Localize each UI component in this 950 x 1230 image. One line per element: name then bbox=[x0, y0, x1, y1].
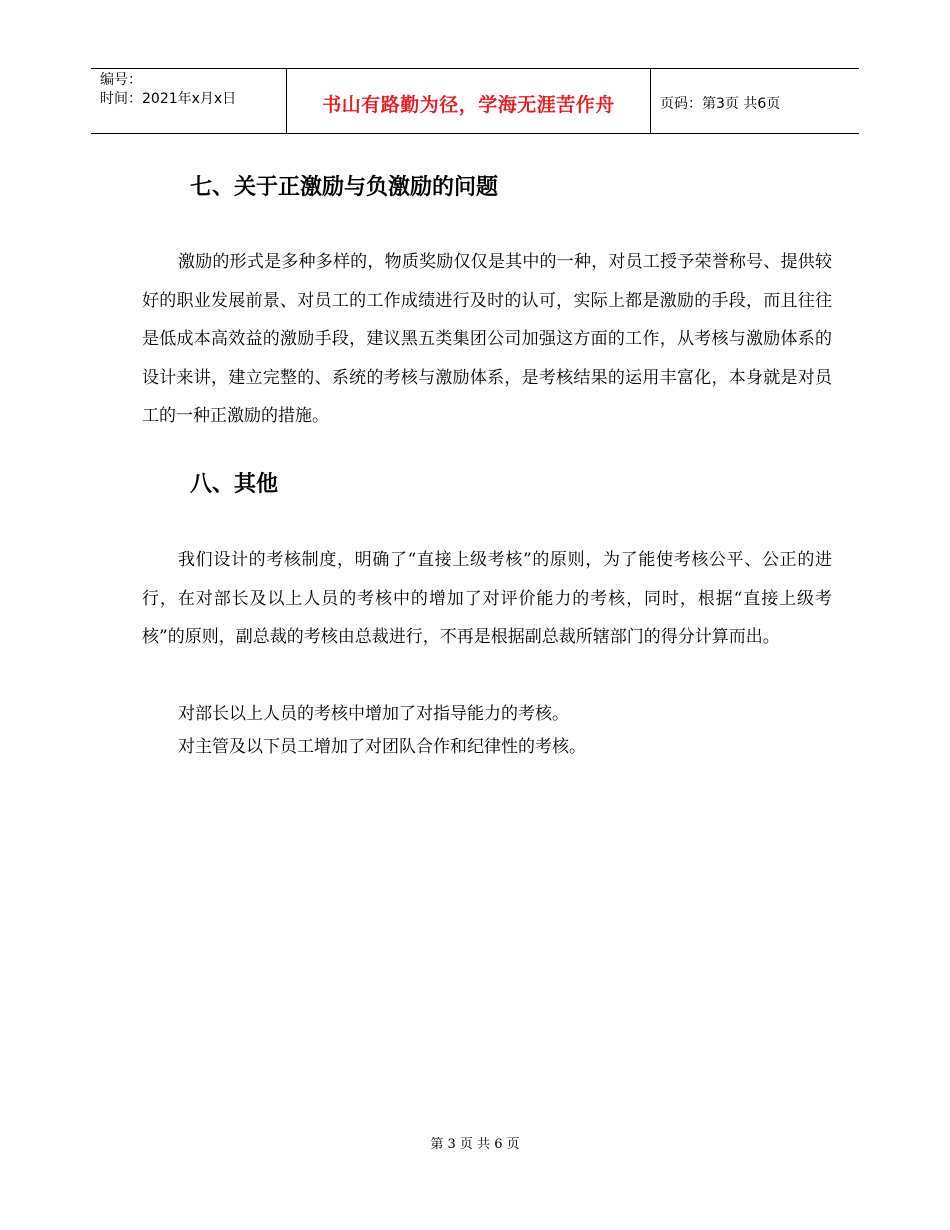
section-8-paragraph-2: 对部长以上人员的考核中增加了对指导能力的考核。 bbox=[178, 704, 569, 724]
document-time-label: 时间：2021年x月x日 bbox=[100, 91, 237, 107]
section-7-paragraph: 激励的形式是多种多样的，物质奖励仅仅是其中的一种，对员工授予荣誉称号、提供较好的职业发展前景、对员工的工作成绩进行及时的认可，实际上都是激励的手段，而且往往是低成本高效益的激励手段，建议黑五类集团公司加强这方面的工作，从考核与激励体系的设计来讲，建立完整的、系统的考核与激励体系，是考核结果的运用丰富化，本身就是对员工的一种正激励的措施。 bbox=[142, 252, 832, 426]
page-footer: 第 3 页 共 6 页 bbox=[430, 1137, 520, 1152]
section-heading-7: 七、关于正激励与负激励的问题 bbox=[190, 175, 499, 200]
page-header bbox=[91, 68, 859, 134]
header-page-number: 页码：第3页 共6页 bbox=[660, 95, 781, 112]
section-heading-8: 八、其他 bbox=[190, 472, 279, 497]
header-page-cell bbox=[651, 69, 859, 133]
header-motto: 书山有路勤为径，学海无涯苦作舟 bbox=[322, 93, 615, 116]
section-8-paragraph-3: 对主管及以下员工增加了对团队合作和纪律性的考核。 bbox=[178, 737, 586, 757]
document-number-label: 编号： bbox=[100, 72, 142, 88]
header-meta bbox=[91, 69, 287, 133]
header-motto-cell bbox=[287, 69, 651, 133]
section-8-paragraph-1: 我们设计的考核制度，明确了“直接上级考核”的原则，为了能使考核公平、公正的进行，在对部长及以上人员的考核中的增加了对评价能力的考核，同时，根据“直接上级考核”的原则，副总裁的考核由总裁进行，不再是根据副总裁所辖部门的得分计算而出。 bbox=[142, 550, 832, 647]
